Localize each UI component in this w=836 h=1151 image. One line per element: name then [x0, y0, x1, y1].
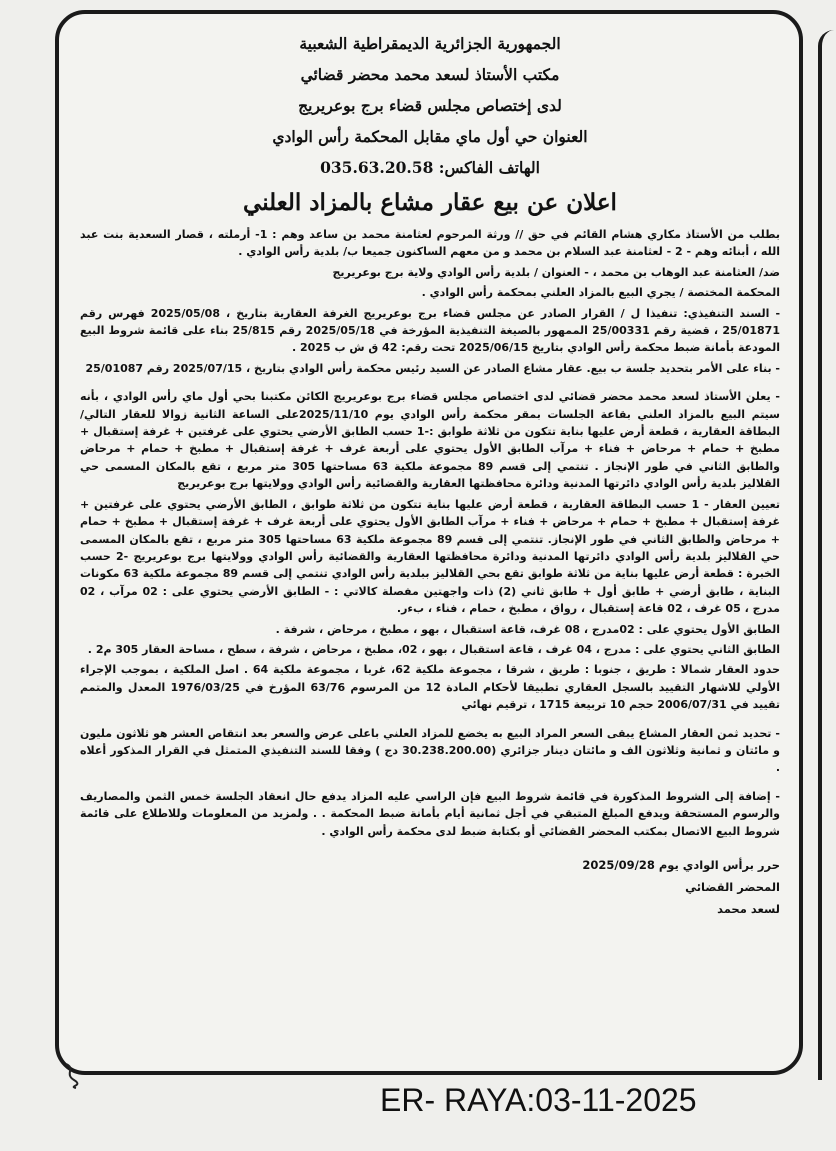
- paragraph-session-order: - بناء على الأمر بتحديد جلسة ب بيع. عقار مشاع الصادر عن السيد رئيس محكمة رأس الوادي بتاريخ ، 2025/07/15 رقم 25/01087: [85, 361, 780, 375]
- header-republic: الجمهورية الجزائرية الديمقراطية الشعبية: [299, 34, 561, 53]
- paragraph-court: المحكمة المختصة / يجري البيع بالمزاد العلني بمحكمة رأس الوادي .: [421, 286, 780, 300]
- paragraph-property-designation: تعيين العقار - 1 حسب البطاقة العقارية ، قطعة أرض عليها بناية تتكون من ثلاثة طوابق ، الطابق الأرضي يحتوي على غرفتين + غرفة إستقبال + مطبخ + حمام + مرحاض + فناء + مرآب الطابق الأول يحتوي على أربعة غرف + غرفة إستقبال + مطبخ + حمام + مرحاض والطابق الثاني في طور الإنجاز. تنتمي إلى قسم 89 مجموعة ملكية 63 مساحتها 305 متر مربع ، تقع بالمكان المسمى حي القلاليز بلدية رأس الوادي دائرتها المدنية ودائرة محافظتها العقارية والقضائية رأس الوادي وولايتها برج بوعريريج -2 حسب الخبرة : قطعة أرض عليها بناية من ثلاثة طوابق تقع بحي القلاليز ببلدية رأس الوادي تنتمي إلى قسم 89 مجموعة ملكية 63 مكونات البناية ، طابق أرضي + طابق أول + طابق ثاني (2) ذات واجهتين مفصلة كالاتي : - الطابق الأرضي يحتوي على : 02 مرآب ، 02 مدرج ، 05 غرف ، 02 قاعة إستقبال ، رواق ، مطبخ ، حمام ، فناء ، بءر.: [80, 497, 781, 616]
- corner-mark-icon: [62, 1060, 82, 1090]
- signature-place-date: حرر برأس الوادي يوم 2025/09/28: [582, 858, 780, 872]
- spacer: [80, 780, 780, 788]
- paragraph-boundaries: حدود العقار شمالا : طريق ، جنوبا : طريق ، شرقا ، مجموعة ملكية 62، غربا ، مجموعة ملكية 64 . اصل الملكية ، بموجب الإجراء الأولي للاشهار التقييد بالسجل العقاري تطبيقا لأحكام المادة 12 من المرسوم 63/76 المؤرخ في 1976/03/25 المعدل والمتمم تقييد في 2006/07/31 حجم 10 تربيعة 1715 ، ترقيم نهائي: [80, 663, 780, 712]
- header-jurisdiction: لدى إختصاص مجلس قضاء برج بوعريريج: [298, 96, 562, 115]
- paragraph-second-floor: الطابق الثاني يحتوي على : مدرج ، 04 غرف ، قاعة استقبال ، بهو ، 02، مطبخ ، مرحاض ، شرفة ، سطح ، مساحة العقار 305 م2 .: [87, 642, 780, 656]
- signature-role: المحضر القضائي: [685, 880, 780, 894]
- paragraph-against: ضد/ العثامنة عبد الوهاب بن محمد ، - العنوان / بلدية رأس الوادي ولاية برج بوعريريج: [332, 265, 780, 279]
- spacer: [80, 380, 780, 388]
- paragraph-executive-title: - السند التنفيذي: تنفيذا ل / القرار الصادر عن مجلس قضاء برج بوعريريج الغرفة العقارية بتاريخ ، 2025/05/08 فهرس رقم 25/01871 ، قضية رقم 25/00331 الممهور بالصيغة التنفيذية المؤرخة في 2025/05/18 رقم 25/815 بناء على قائمة شروط البيع المودعة بأمانة ضبط محكمة رأس الوادي بتاريخ 2025/06/15 تحت رقم: 42 ق ش ب 2025 .: [80, 306, 781, 355]
- notice-content: [80, 28, 780, 1068]
- signature-block: [80, 854, 780, 920]
- header-address: العنوان حي أول ماي مقابل المحكمة رأس الوادي: [272, 127, 588, 146]
- notice-title: اعلان عن بيع عقار مشاع بالمزاد العلني: [243, 189, 617, 216]
- spacer: [80, 717, 780, 725]
- header-phone: الهاتف الفاكس: 035.63.20.58: [320, 158, 540, 177]
- signature-name: لسعد محمد: [717, 902, 780, 916]
- paragraph-first-floor: الطابق الأول يحتوي على : 02مدرج ، 08 غرف، قاعة استقبال ، بهو ، مطبخ ، مرحاض ، شرفة .: [275, 622, 780, 636]
- newspaper-footer: ER- RAYA:03-11-2025: [380, 1082, 697, 1118]
- paragraph-request: بطلب من الأستاذ مكاري هشام القائم في حق // ورثة المرحوم لعثامنة محمد بن ساعد وهم : 1- أرملته ، قصار السعدية بنت عبد الله ، أبنائه وهم - 2 - لعثامنة عبد السلام بن محمد و من معهم الساكنون جميعا ب/ بلدية رأس الوادي .: [80, 228, 781, 259]
- paragraph-announcement: - يعلن الأستاذ لسعد محمد محضر قضائي لدى اختصاص مجلس قضاء برج بوعريريج الكائن مكتبنا بحي أول ماي رأس الوادي ، بأنه سيتم البيع بالمزاد العلني بقاعة الجلسات بمقر محكمة رأس الوادي يوم 2025/11/10على الساعة الثانية زوالا للعقار التالي/ البطاقة العقارية ، قطعة أرض عليها بناية تتكون من ثلاثة طوابق :-1 حسب الطابق الأرضي يحتوي على غرفتين + غرفة إستقبال + مطبخ + حمام + مرحاض + فناء + مرآب الطابق الأول يحتوي على أربعة غرف + غرفة إستقبال + مطبخ + حمام + مرحاض والطابق الثاني في طور الإنجاز . تنتمي إلى قسم 89 مجموعة ملكية 63 مساحتها 305 متر مربع ، تقع بالمكان المسمى حي القلاليز بلدية رأس الوادي دائرتها المدنية ودائرة محافظتها العقارية والقضائية رأس الوادي وولايتها برج بوعريريج: [80, 390, 781, 491]
- adjacent-notice-edge: [818, 30, 834, 1080]
- paragraph-conditions: - إضافة إلى الشروط المذكورة في قائمة شروط البيع فإن الراسي عليه المزاد يدفع حال انعقاد الجلسة خمس الثمن والمصاريف والرسوم المستحقة ويدفع المبلغ المتبقي في أجل ثمانية أيام بأمانة ضبط المحكمة . . ولمزيد من المعلومات وللاطلاع على قائمة شروط البيع الاتصال بمكتب المحضر القضائي أو بكتابة ضبط لدى محكمة رأس الوادي .: [80, 789, 780, 838]
- header-office: مكتب الأستاذ لسعد محمد محضر قضائي: [300, 65, 560, 84]
- paragraph-price: - تحديد ثمن العقار المشاع يبقى السعر المراد البيع به يخضع للمزاد العلني باعلى عرض والسعر بعد انتقاص العشر هو ثلاثون مليون و مائتان و ثمانية وثلاثون الف و مائتان دينار جزائري (30.238.200.00 دج ) وفقا للسند التنفيذي المتمثل في القرار المذكور أعلاه .: [80, 726, 781, 775]
- notice-header: [80, 28, 780, 183]
